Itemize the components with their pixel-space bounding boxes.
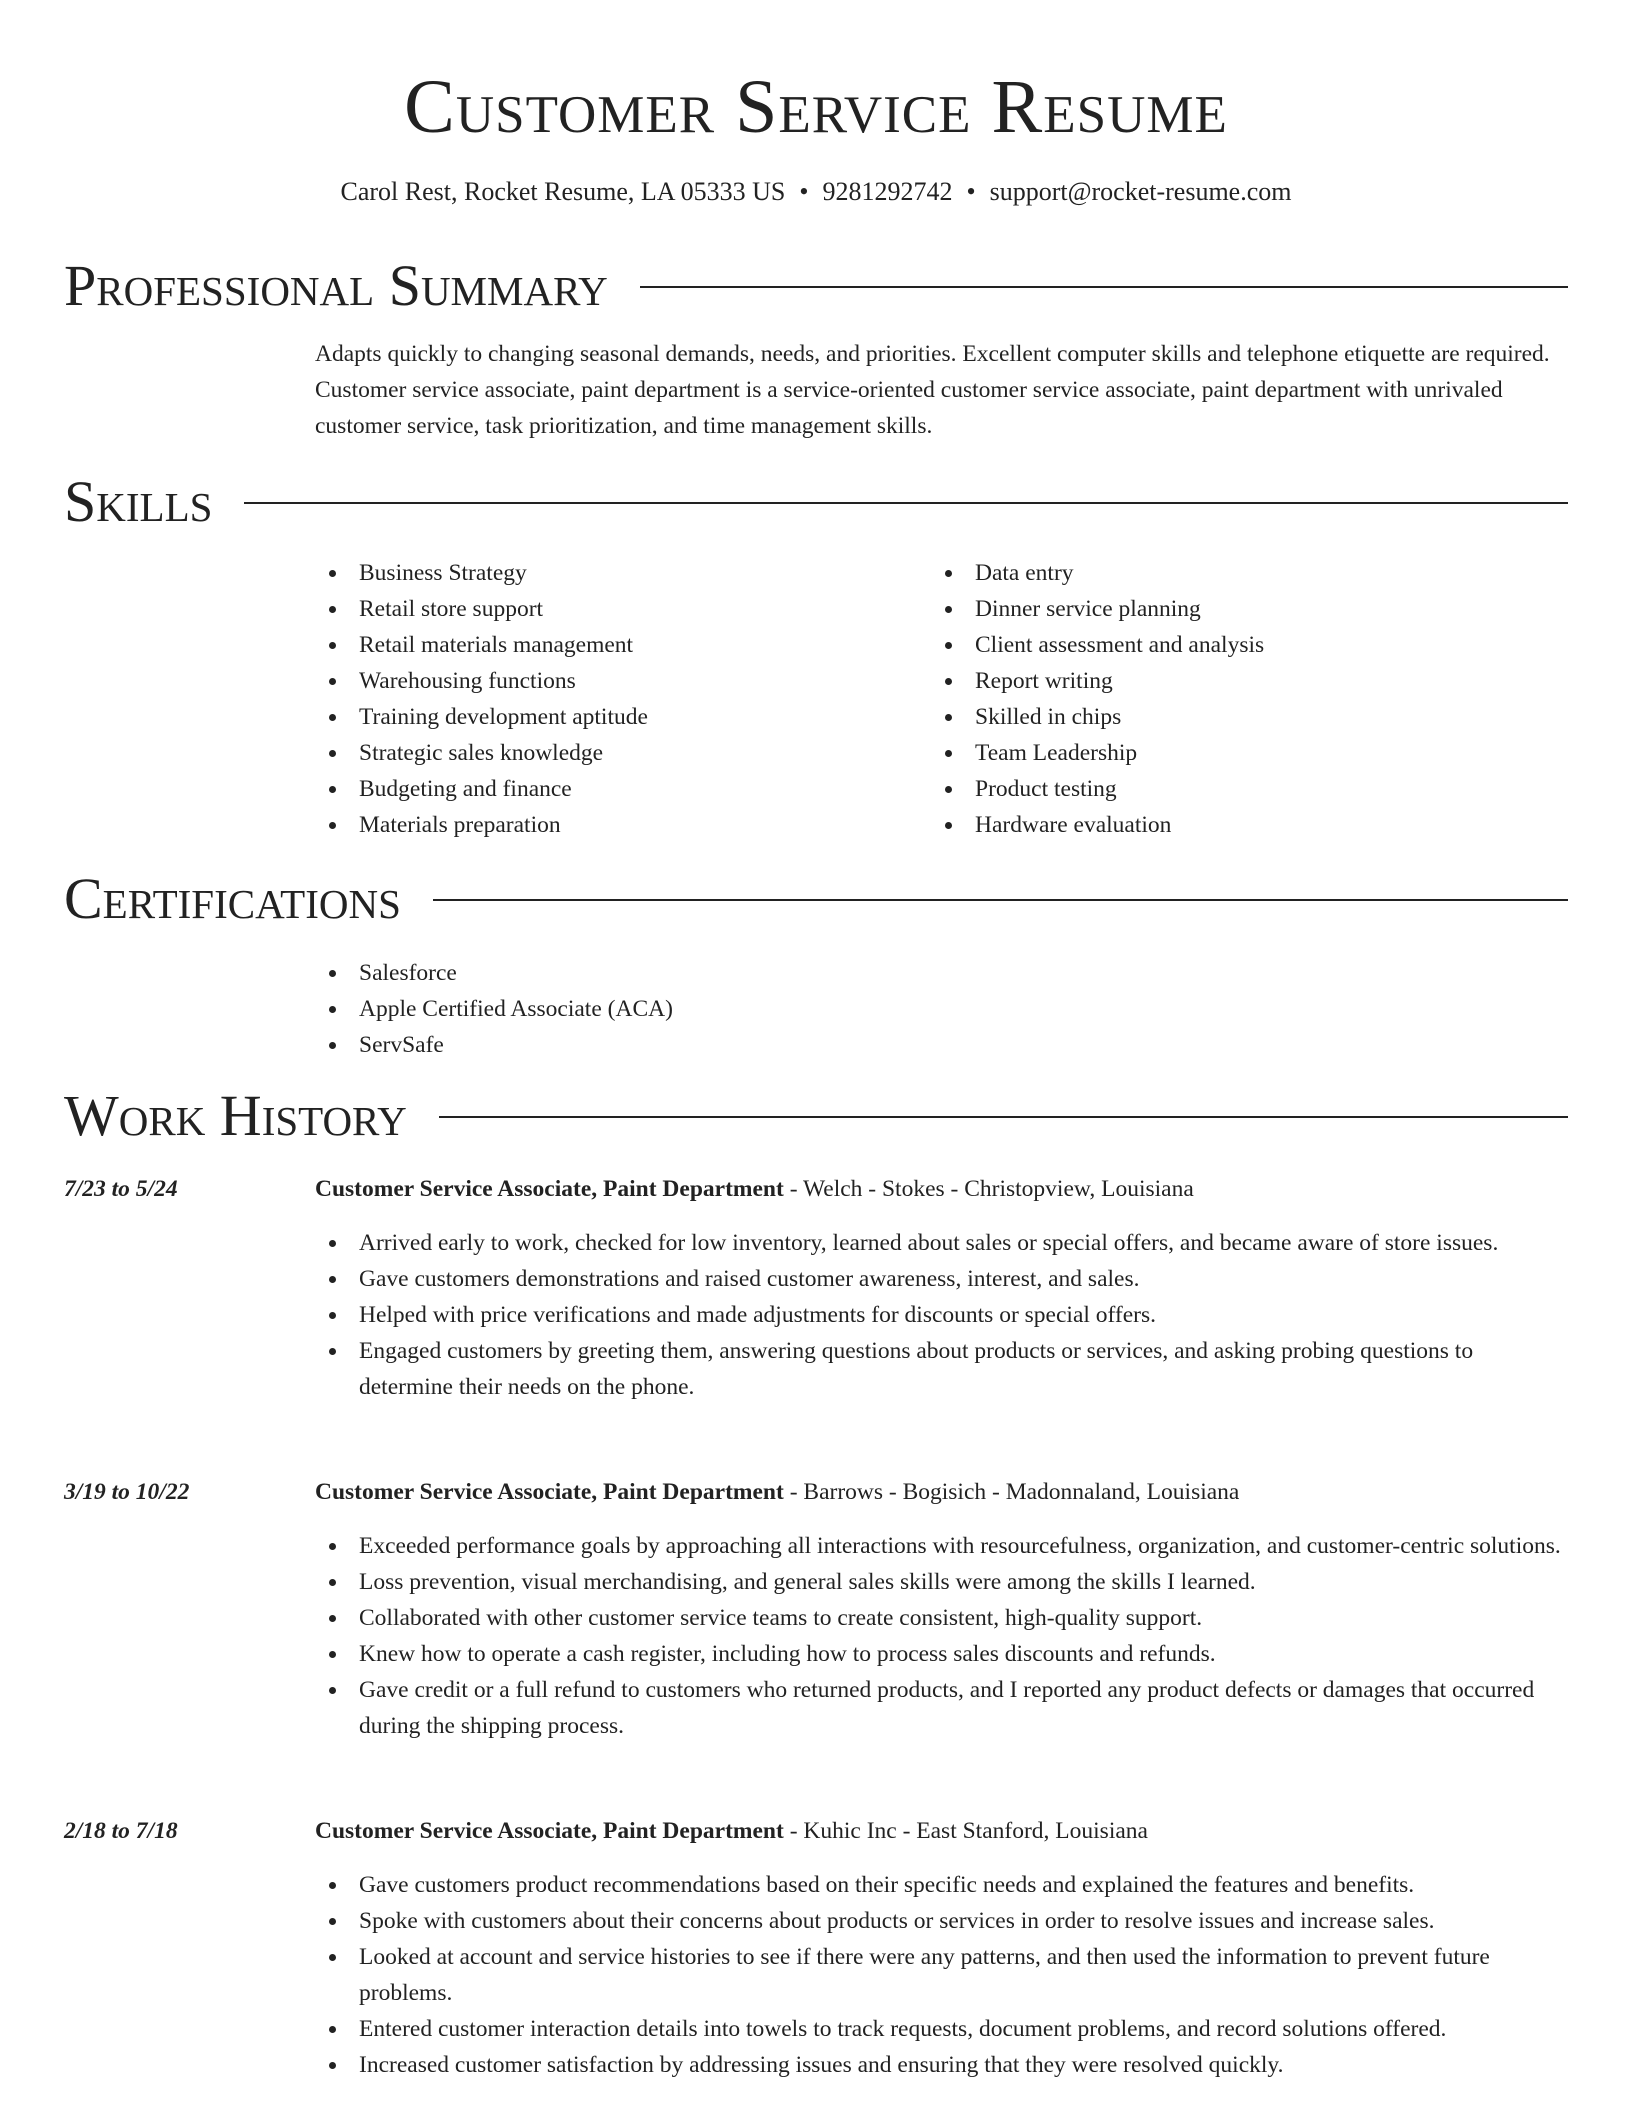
job-bullet: Looked at account and service histories to see if there were any patterns, and then used the information to prevent future problems. bbox=[315, 1939, 1568, 2011]
job-bullet: Arrived early to work, checked for low inventory, learned about sales or special offers, and became aware of store issues. bbox=[315, 1225, 1568, 1261]
skill-item: Dinner service planning bbox=[931, 591, 1531, 627]
certification-item: Salesforce bbox=[315, 955, 1115, 991]
job-bullet-list bbox=[315, 1867, 1568, 2083]
section-divider bbox=[439, 1116, 1568, 1118]
skill-item: Client assessment and analysis bbox=[931, 627, 1531, 663]
job-role: Customer Service Associate, Paint Department bbox=[315, 1176, 784, 1202]
section-divider bbox=[640, 286, 1568, 288]
job-bullet: Gave credit or a full refund to customers who returned products, and I reported any product defects or damages that occurred during the shipping process. bbox=[315, 1672, 1568, 1744]
skill-item: Warehousing functions bbox=[315, 663, 915, 699]
job-dates: 2/18 to 7/18 bbox=[64, 1818, 178, 1844]
section-divider bbox=[433, 899, 1568, 901]
certification-item: Apple Certified Associate (ACA) bbox=[315, 991, 1115, 1027]
job-bullet: Engaged customers by greeting them, answering questions about products or services, and asking probing questions to determine their needs on the phone. bbox=[315, 1333, 1568, 1405]
job-bullet: Collaborated with other customer service teams to create consistent, high-quality support. bbox=[315, 1600, 1568, 1636]
skills-heading: Skills bbox=[64, 469, 213, 534]
summary-section-header bbox=[64, 251, 1568, 321]
certifications-section-header bbox=[64, 864, 1568, 934]
job-role: Customer Service Associate, Paint Department bbox=[315, 1818, 784, 1844]
skill-item: Hardware evaluation bbox=[931, 807, 1531, 843]
summary-heading: Professional Summary bbox=[64, 253, 608, 318]
job-employer: - Kuhic Inc - East Stanford, Louisiana bbox=[783, 1818, 1148, 1844]
skills-section-header bbox=[64, 467, 1568, 537]
contact-email: support@rocket-resume.com bbox=[989, 177, 1292, 206]
skill-item: Strategic sales knowledge bbox=[315, 735, 915, 771]
contact-line bbox=[0, 175, 1632, 209]
contact-phone: 9281292742 bbox=[822, 177, 953, 206]
job-bullet: Helped with price verifications and made adjustments for discounts or special offers. bbox=[315, 1297, 1568, 1333]
job-dates: 3/19 to 10/22 bbox=[64, 1479, 190, 1505]
resume-title: Customer Service Resume bbox=[404, 65, 1228, 149]
skill-item: Retail store support bbox=[315, 591, 915, 627]
summary-text: Adapts quickly to changing seasonal demands, needs, and priorities. Excellent computer skills and telephone etiquette are required. Customer service associate, paint department is a service-oriented customer service associate, paint department with unrivaled customer service, task prioritization, and time management skills. bbox=[315, 341, 1550, 439]
job-bullet-list bbox=[315, 1528, 1568, 1744]
job-bullet: Increased customer satisfaction by addressing issues and ensuring that they were resolved quickly. bbox=[315, 2047, 1568, 2083]
work-history-section-header bbox=[64, 1081, 1568, 1151]
skills-list-left bbox=[315, 555, 915, 843]
certifications-list bbox=[315, 955, 1115, 1063]
job-role: Customer Service Associate, Paint Department bbox=[315, 1479, 784, 1505]
skill-item: Budgeting and finance bbox=[315, 771, 915, 807]
skill-item: Team Leadership bbox=[931, 735, 1531, 771]
job-dates: 7/23 to 5/24 bbox=[64, 1176, 178, 1202]
skill-item: Retail materials management bbox=[315, 627, 915, 663]
job-title-line bbox=[315, 1813, 1148, 1849]
skill-item: Training development aptitude bbox=[315, 699, 915, 735]
skill-item: Product testing bbox=[931, 771, 1531, 807]
work-history-heading: Work History bbox=[64, 1083, 407, 1148]
job-bullet: Exceeded performance goals by approaching all interactions with resourcefulness, organization, and customer-centric solutions. bbox=[315, 1528, 1568, 1564]
job-bullet: Entered customer interaction details into towels to track requests, document problems, and record solutions offered. bbox=[315, 2011, 1568, 2047]
job-bullet-list bbox=[315, 1225, 1568, 1405]
section-divider bbox=[244, 502, 1568, 504]
job-bullet: Loss prevention, visual merchandising, and general sales skills were among the skills I learned. bbox=[315, 1564, 1568, 1600]
skill-item: Business Strategy bbox=[315, 555, 915, 591]
contact-separator: • bbox=[799, 177, 809, 206]
certification-item: ServSafe bbox=[315, 1027, 1115, 1063]
job-title-line bbox=[315, 1474, 1239, 1510]
job-title-line bbox=[315, 1171, 1194, 1207]
job-bullet: Knew how to operate a cash register, including how to process sales discounts and refunds. bbox=[315, 1636, 1568, 1672]
job-bullet: Spoke with customers about their concerns about products or services in order to resolve issues and increase sales. bbox=[315, 1903, 1568, 1939]
skill-item: Report writing bbox=[931, 663, 1531, 699]
skill-item: Data entry bbox=[931, 555, 1531, 591]
contact-address: Carol Rest, Rocket Resume, LA 05333 US bbox=[340, 177, 786, 206]
skills-list-right bbox=[931, 555, 1531, 843]
certifications-heading: Certifications bbox=[64, 866, 401, 931]
job-employer: - Barrows - Bogisich - Madonnaland, Louisiana bbox=[783, 1479, 1240, 1505]
skill-item: Materials preparation bbox=[315, 807, 915, 843]
contact-separator: • bbox=[966, 177, 976, 206]
job-bullet: Gave customers demonstrations and raised customer awareness, interest, and sales. bbox=[315, 1261, 1568, 1297]
job-employer: - Welch - Stokes - Christopview, Louisiana bbox=[783, 1176, 1194, 1202]
skill-item: Skilled in chips bbox=[931, 699, 1531, 735]
job-bullet: Gave customers product recommendations based on their specific needs and explained the features and benefits. bbox=[315, 1867, 1568, 1903]
